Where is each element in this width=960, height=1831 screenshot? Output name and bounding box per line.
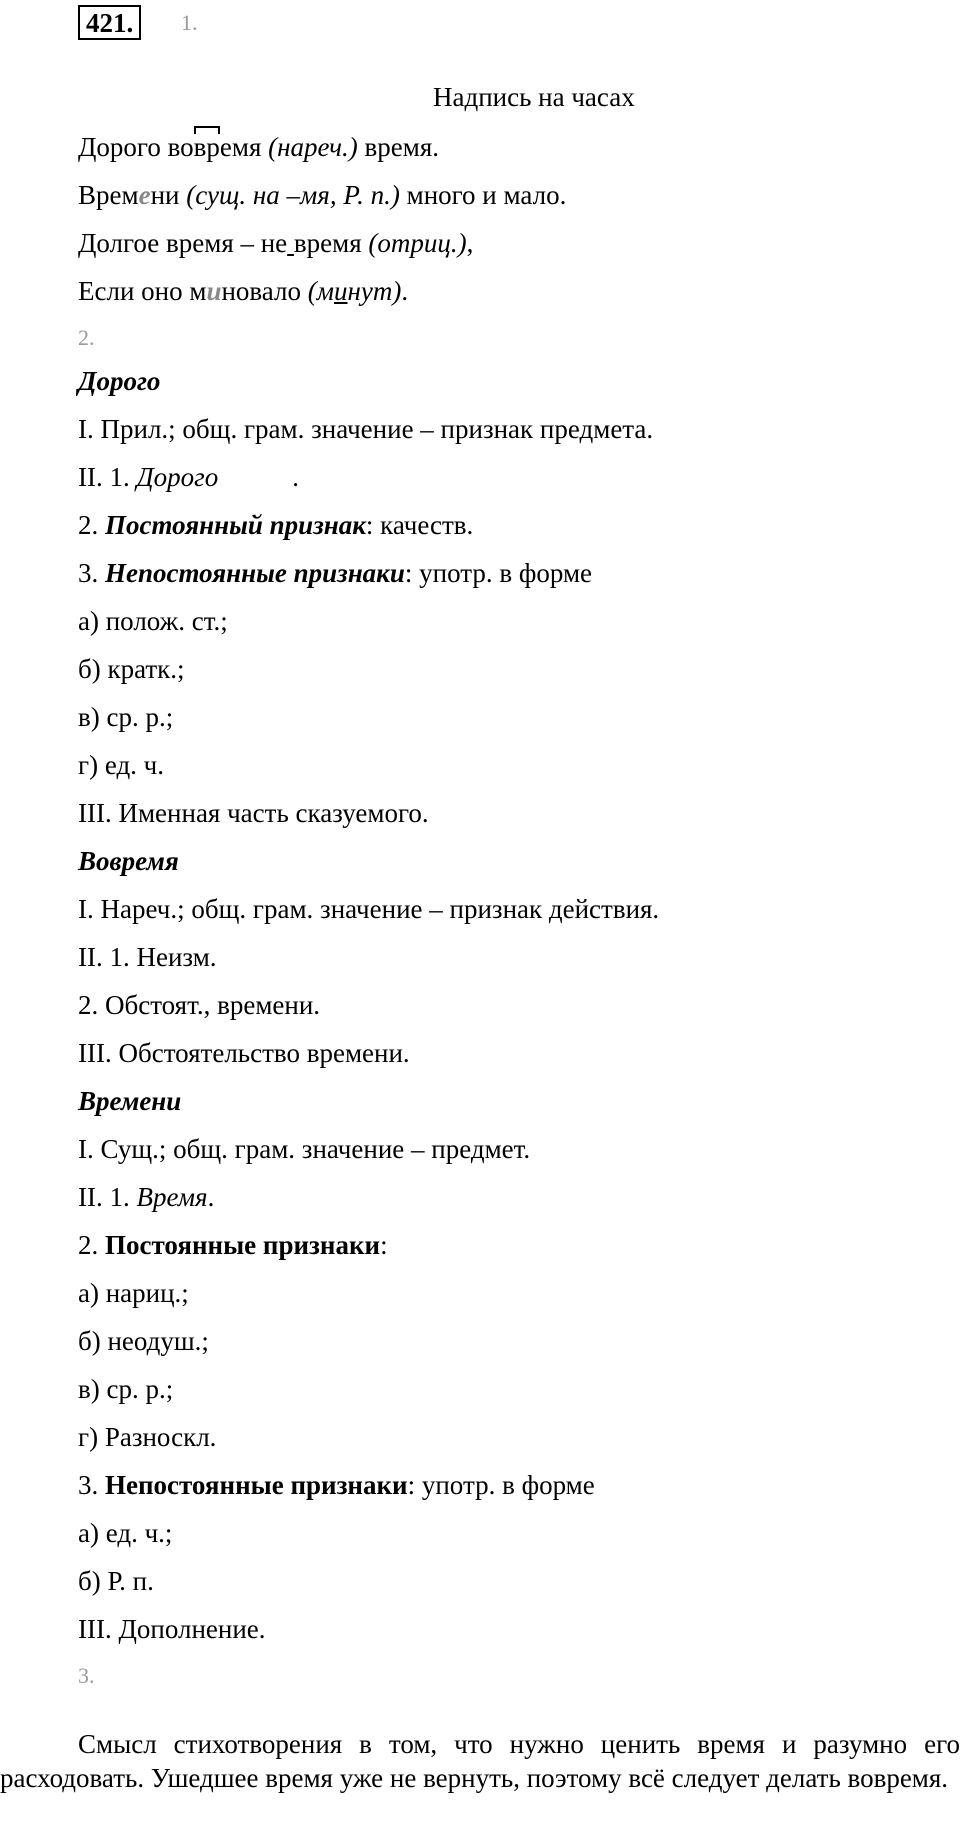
analysis-line: III. Обстоятельство времени.	[78, 1038, 410, 1068]
analysis-line: в) ср. р.;	[78, 1374, 174, 1404]
analysis-line: б) кратк.;	[78, 654, 185, 684]
analysis-line: а) полож. ст.;	[78, 606, 228, 636]
poem-line-2: Времени (сущ. на –мя, Р. п.) много и мало.	[78, 180, 567, 210]
poem-title: Надпись на часах	[433, 82, 635, 112]
analysis-line: г) Разноскл.	[78, 1422, 217, 1452]
section-3-marker: 3.	[78, 1663, 95, 1688]
analysis-line: I. Прил.; общ. грам. значение – признак предмета.	[78, 414, 654, 444]
analysis-line: б) неодуш.;	[78, 1326, 209, 1356]
poem-line-1: Дорого вовремя (нареч.) время.	[78, 132, 440, 162]
analysis-line: 2. Постоянные признаки:	[78, 1230, 388, 1260]
analysis-line: III. Дополнение.	[78, 1614, 266, 1644]
analysis-line: I. Сущ.; общ. грам. значение – предмет.	[78, 1134, 531, 1164]
analysis-line: г) ед. ч.	[78, 750, 165, 780]
poem-line-3: Долгое время – не время (отриц.),	[78, 228, 474, 258]
root-mark: вр	[193, 132, 220, 162]
analysis-line: II. 1. Неизм.	[78, 942, 217, 972]
analysis-line: б) Р. п.	[78, 1566, 154, 1596]
analysis-line: а) ед. ч.;	[78, 1518, 173, 1548]
word-heading-vovremya: Вовремя	[78, 846, 179, 876]
analysis-line: II. 1. Дорого .	[78, 462, 299, 492]
analysis-line: 3. Непостоянные признаки: употр. в форме	[78, 1470, 595, 1500]
analysis-line: I. Нареч.; общ. грам. значение – признак действия.	[78, 894, 660, 924]
analysis-line: 2. Постоянный признак: качеств.	[78, 510, 474, 540]
analysis-line: 2. Обстоят., времени.	[78, 990, 321, 1020]
highlighted-vowel: и	[206, 276, 222, 306]
analysis-line: III. Именная часть сказуемого.	[78, 798, 429, 828]
analysis-line: в) ср. р.;	[78, 702, 174, 732]
conclusion-paragraph: Смысл стихотворения в том, что нужно ценить время и разумно его расходовать. Ушедшее время уже не вернуть, поэтому всё следует делать вовремя.	[0, 1729, 960, 1793]
analysis-line: 3. Непостоянные признаки: употр. в форме	[78, 558, 593, 588]
exercise-number: 421.	[78, 5, 141, 40]
analysis-line: а) нариц.;	[78, 1278, 189, 1308]
highlighted-vowel: е	[138, 180, 151, 210]
section-1-marker: 1.	[181, 10, 198, 35]
analysis-line: II. 1. Время.	[78, 1182, 215, 1212]
word-heading-vremeni: Времени	[78, 1086, 182, 1116]
section-2-marker: 2.	[78, 325, 95, 350]
word-heading-dorogo: Дорого	[78, 366, 161, 396]
poem-line-4: Если оно миновало (минут).	[78, 276, 409, 306]
